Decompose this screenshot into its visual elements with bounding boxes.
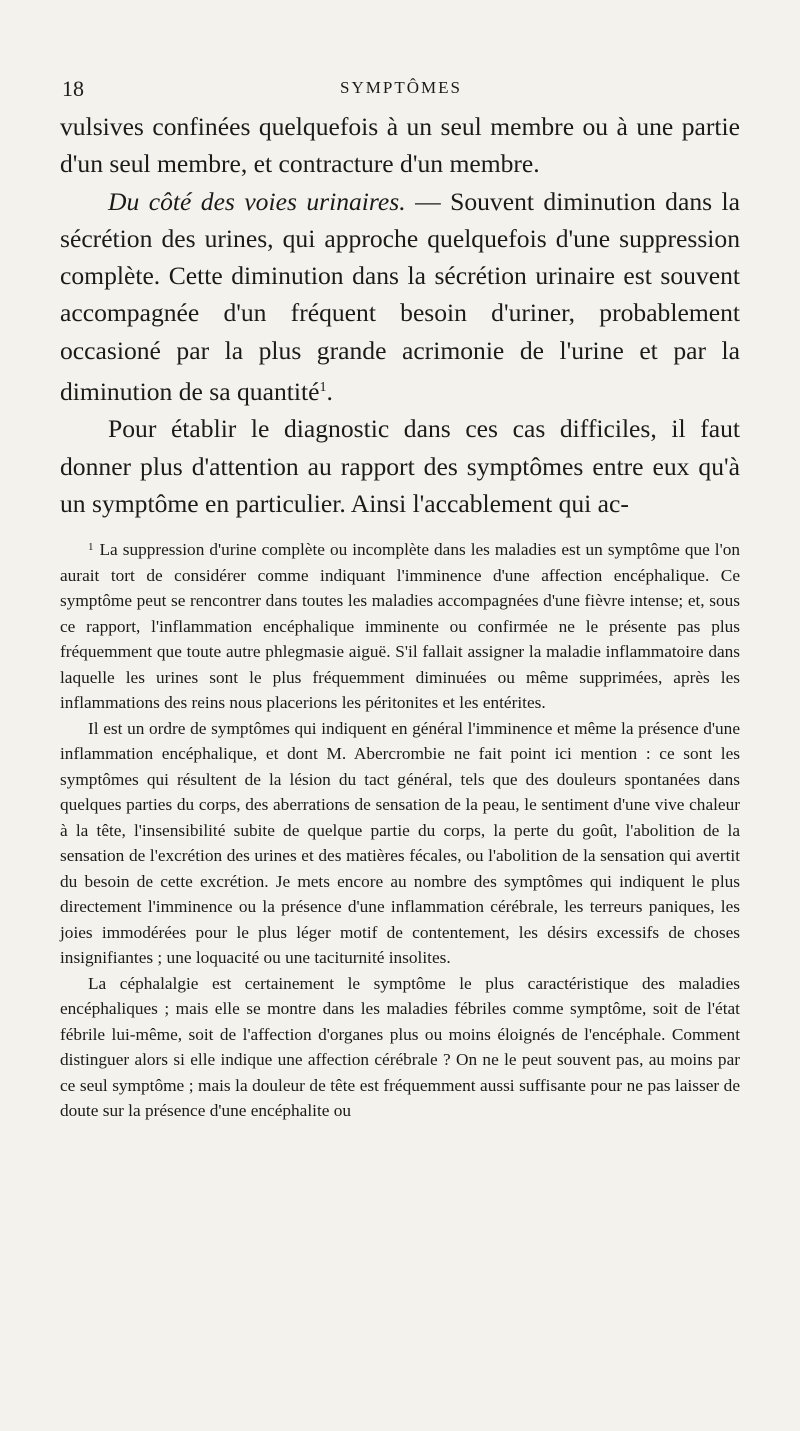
running-title: SYMPTÔMES bbox=[340, 78, 462, 97]
paragraph-3: Pour établir le diagnostic dans ces cas difficiles, il faut donner plus d'attention au rapport des symptômes entre eux qu'à un symptôme en particulier. Ainsi l'accablement qui ac- bbox=[60, 414, 740, 518]
footnote-3: La céphalalgie est certainement le symptôme le plus caractéristique des maladies encéphaliques ; mais elle se montre dans les maladies fébriles comme symptôme, soit de l'état fébrile lui-même, soit de l'affection d'organes plus ou moins éloignés de l'encéphale. Comment distinguer alors si elle indique une affection cérébrale ? On ne le peut souvent pas, au moins par ce seul symptôme ; mais la douleur de tête est fréquemment aussi suffisante pour ne pas laisser de doute sur la présence d'une encéphalite ou bbox=[60, 973, 740, 1121]
section-lead: Du côté des voies urinaires. bbox=[108, 186, 406, 216]
footnotes bbox=[60, 535, 740, 1124]
paragraph-2-text: — Souvent diminution dans la sécrétion des urines, qui approche quelquefois d'une suppression complète. Cette diminution dans la sécrétion urinaire est souvent accompagnée d'un fréquent besoin d'uriner, probablement occasioné par la plus grande acrimonie de l'urine et par la diminution de sa quantité bbox=[60, 186, 740, 407]
footnote-1 bbox=[60, 535, 740, 716]
paragraph-1: vulsives confinées quelquefois à un seul membre ou à une partie d'un seul membre, et contracture d'un membre. bbox=[60, 112, 740, 179]
footnote-reference: 1 bbox=[319, 380, 327, 396]
paragraph-2-end: . bbox=[326, 377, 333, 407]
footnote-1-text: La suppression d'urine complète ou incomplète dans les maladies est un symptôme que l'on aurait tort de considérer comme indiquant l'imminence d'une affection encéphalique. Ce symptôme peut se rencontrer dans toutes les maladies accompagnées d'une fièvre intense; et, sous ce rapport, l'inflammation encéphalique imminente ou confirmée ne le présente pas plus fréquemment que toute autre phlegmasie aiguë. S'il fallait assigner la maladie inflammatoire dans laquelle les urines sont le plus fréquemment diminuées ou même supprimées, après les inflammations des reins nous placerions les péritonites et les entérites. bbox=[60, 540, 740, 713]
footnote-marker: 1 bbox=[88, 541, 94, 554]
paragraph-2 bbox=[60, 183, 740, 411]
page-number: 18 bbox=[62, 76, 84, 101]
running-head bbox=[62, 76, 740, 108]
main-text bbox=[60, 108, 740, 522]
footnote-2: Il est un ordre de symptômes qui indiquent en général l'imminence et même la présence d'une inflammation encéphalique, et dont M. Abercrombie ne fait point ici mention : ce sont les symptômes qui résultent de la lésion du tact général, tels que des douleurs spontanées dans quelques parties du corps, des aberrations de sensation de la peau, le sentiment d'une vive chaleur à la tête, l'insensibilité subite de quelque partie du corps, la perte du goût, l'abolition de la sensation de l'excrétion des urines et des matières fécales, ou l'abolition de la sensation qui avertit du besoin de cette excrétion. Je mets encore au nombre des symptômes qui indiquent le plus directement l'imminence ou la présence d'une inflammation cérébrale, les terreurs paniques, les joies immodérées pour le plus léger motif de contentement, les désirs excessifs de choses insignifiantes ; une loquacité ou une taciturnité insolites. bbox=[60, 718, 740, 968]
